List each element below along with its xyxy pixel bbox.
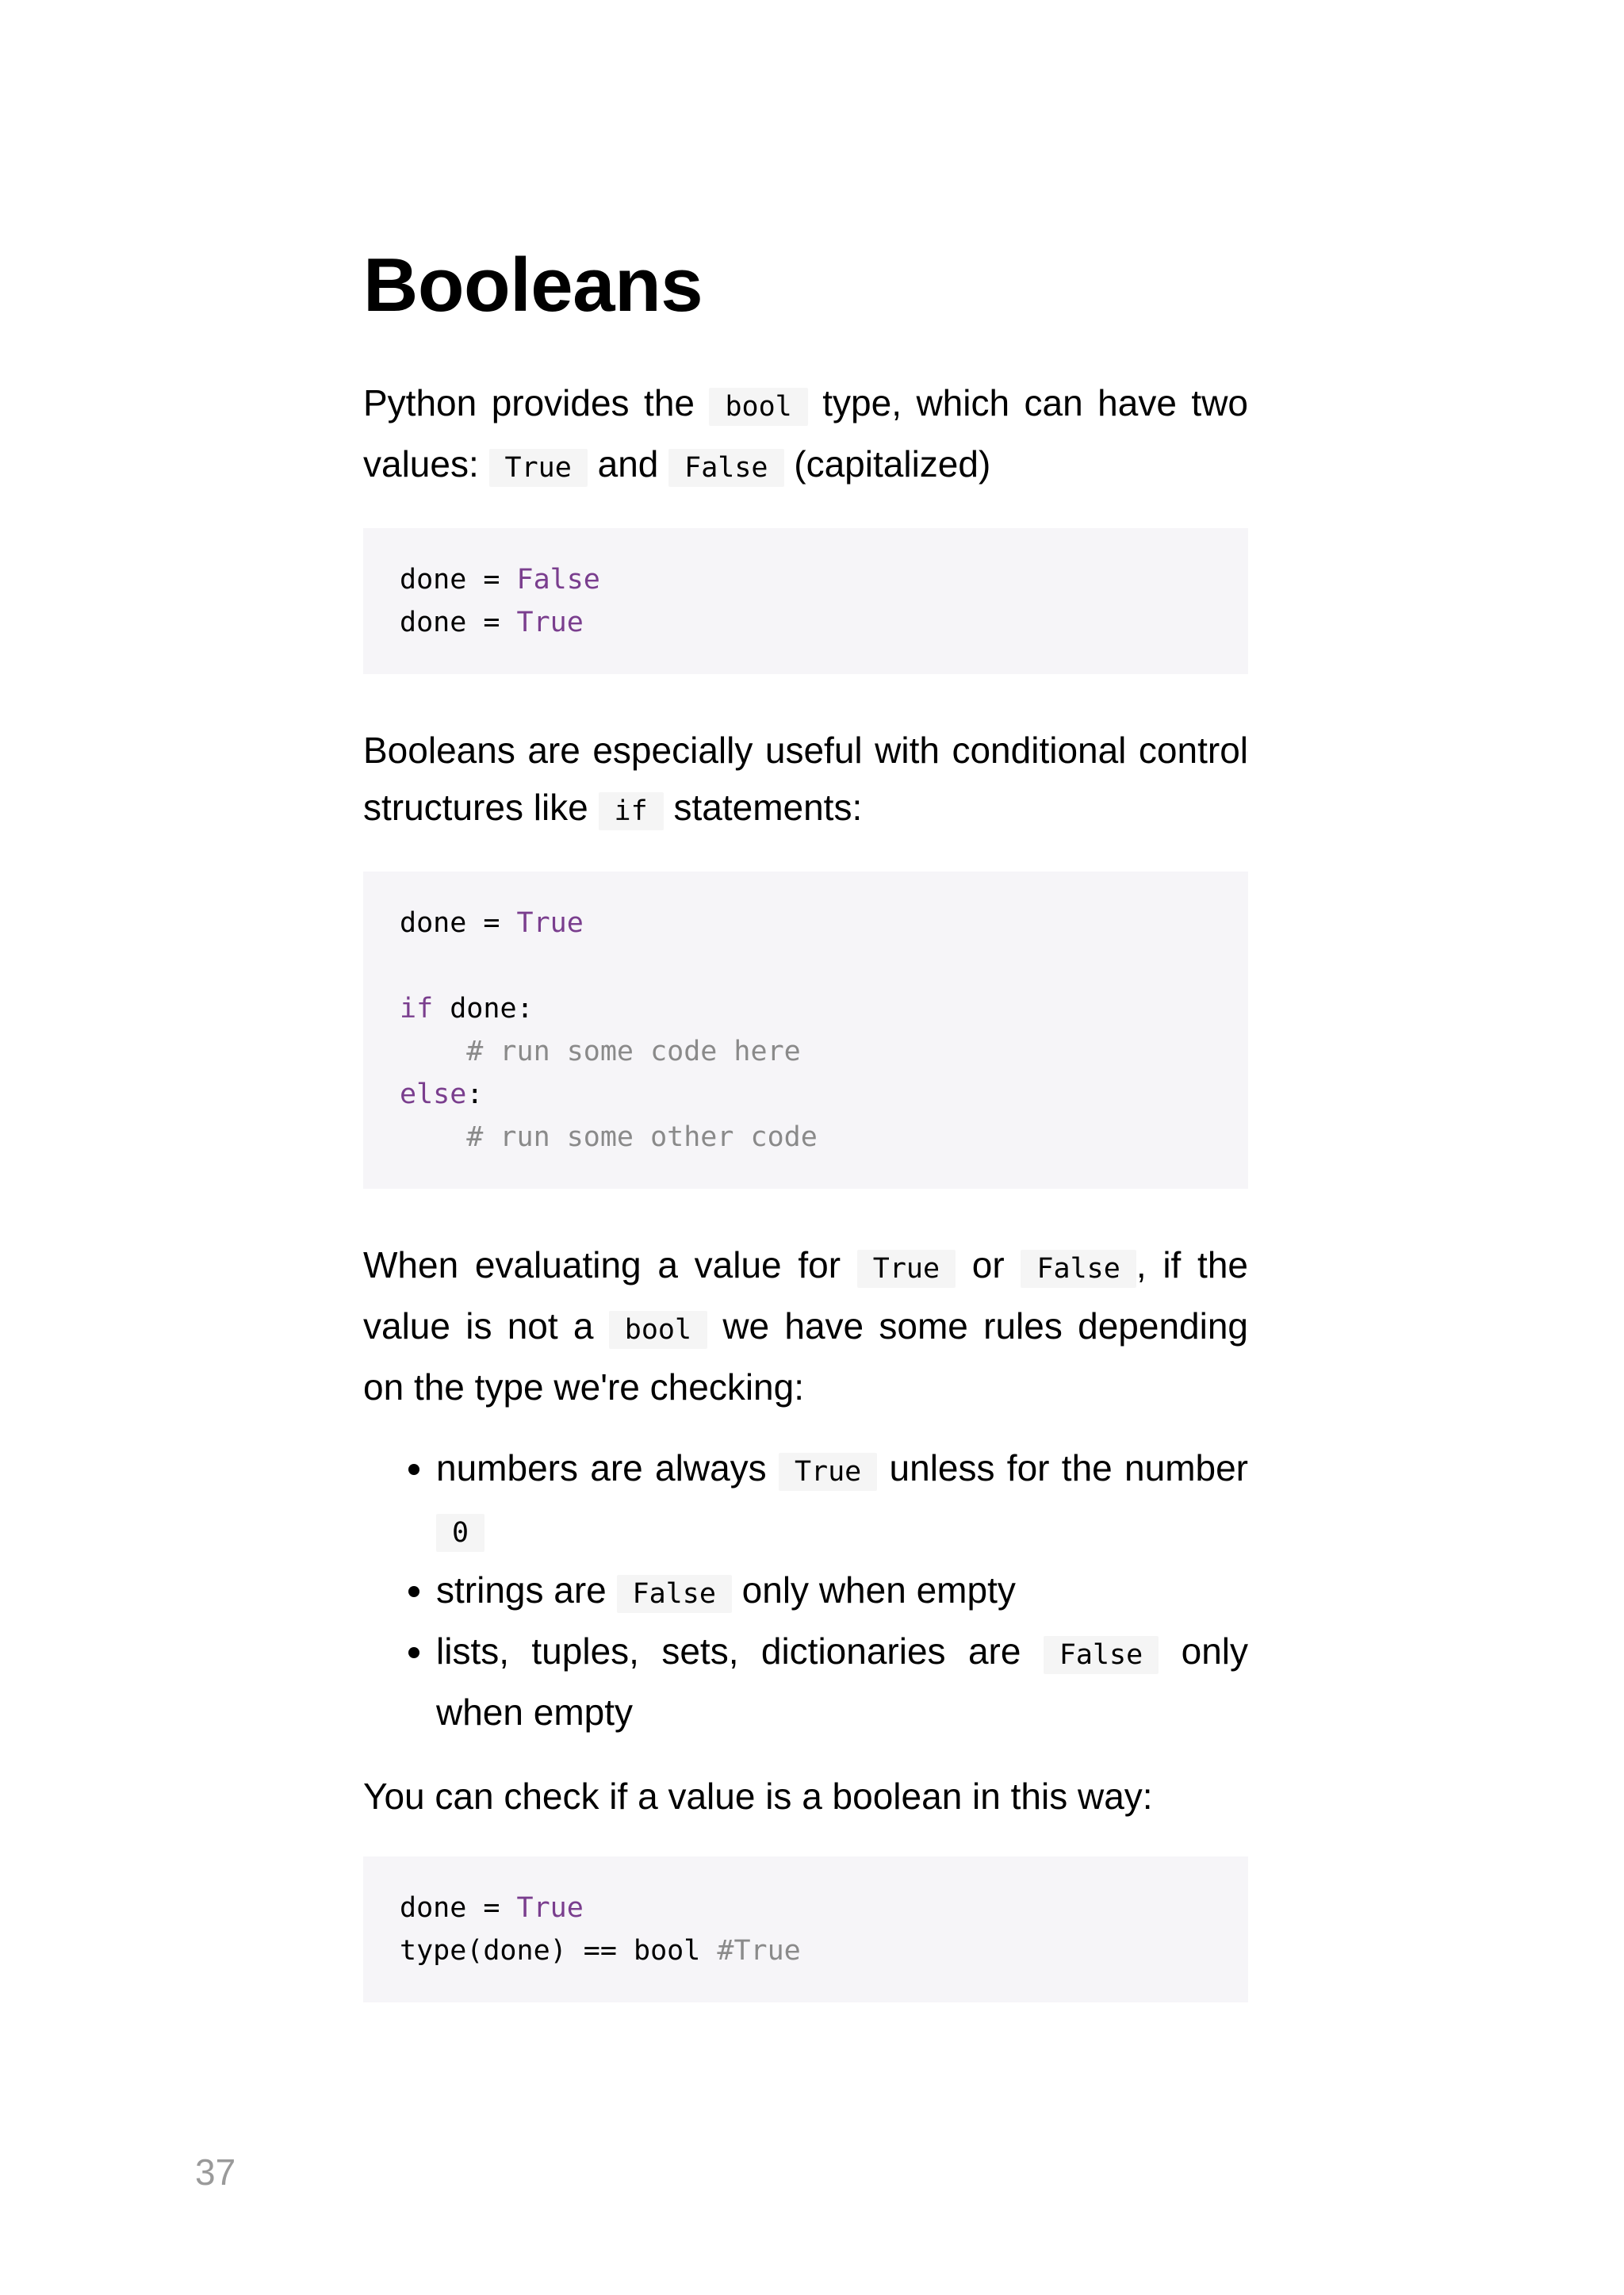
code-comment: #True [717, 1935, 801, 1967]
page-title: Booleans [363, 243, 703, 328]
inline-code: bool [709, 388, 807, 426]
inline-code: False [1044, 1636, 1159, 1674]
code-block-conditional [363, 872, 1248, 1189]
inline-code: False [617, 1575, 732, 1613]
type-check-paragraph: You can check if a value is a boolean in this way: [363, 1776, 1153, 1817]
code-text: done = [400, 907, 517, 939]
inline-code: if [599, 792, 664, 830]
text: When evaluating a value for [363, 1244, 857, 1285]
code-text: done = [400, 607, 517, 638]
code-keyword: else [400, 1079, 467, 1110]
text: Python provides the [363, 382, 710, 423]
code-keyword: True [516, 1892, 584, 1924]
code-text: : [466, 1079, 484, 1110]
code-block-assignment [363, 528, 1248, 674]
code-block-type-check [363, 1856, 1248, 2002]
code-comment: # run some code here [400, 1036, 801, 1067]
inline-code: True [779, 1453, 877, 1491]
code-text: done = [400, 564, 517, 596]
text: we have some rules depending on the type we're checking: [363, 1305, 1248, 1408]
text: , if the value is not a [363, 1244, 1248, 1347]
code-keyword: True [516, 607, 584, 638]
code-text: done = [400, 1892, 517, 1924]
inline-code: bool [609, 1311, 707, 1349]
conditional-paragraph [363, 722, 1248, 840]
text: strings are [436, 1569, 617, 1611]
code-keyword: if [400, 993, 434, 1025]
text: type, which can have two values: [363, 382, 1248, 485]
code-keyword: False [516, 564, 600, 596]
inline-code: False [668, 449, 783, 487]
text: only when empty [731, 1569, 1016, 1611]
text: unless for the number [877, 1447, 1248, 1488]
text: lists, tuples, sets, dictionaries are [436, 1630, 1044, 1672]
truthiness-rules-list [363, 1439, 1248, 1741]
text: or [956, 1244, 1021, 1285]
list-item [436, 1561, 1248, 1623]
code-comment: # run some other code [400, 1121, 818, 1153]
inline-code: True [489, 449, 588, 487]
list-item [436, 1439, 1248, 1561]
inline-code: 0 [436, 1514, 485, 1552]
intro-paragraph [363, 374, 1248, 496]
text: Booleans are especially useful with conditional control structures like [363, 730, 1248, 828]
inline-code: True [857, 1250, 956, 1288]
evaluation-paragraph [363, 1236, 1248, 1416]
code-text: type(done) == bool [400, 1935, 718, 1967]
page-number: 37 [195, 2151, 236, 2193]
list-item [436, 1623, 1248, 1741]
text: numbers are always [436, 1447, 779, 1488]
code-keyword: True [516, 907, 584, 939]
text: statements: [663, 787, 863, 828]
page-content [363, 238, 1248, 2050]
inline-code: False [1021, 1250, 1136, 1288]
text: (capitalized) [783, 443, 991, 485]
code-text: done: [433, 993, 534, 1025]
text: only when empty [436, 1630, 1248, 1733]
text: and [587, 443, 669, 485]
